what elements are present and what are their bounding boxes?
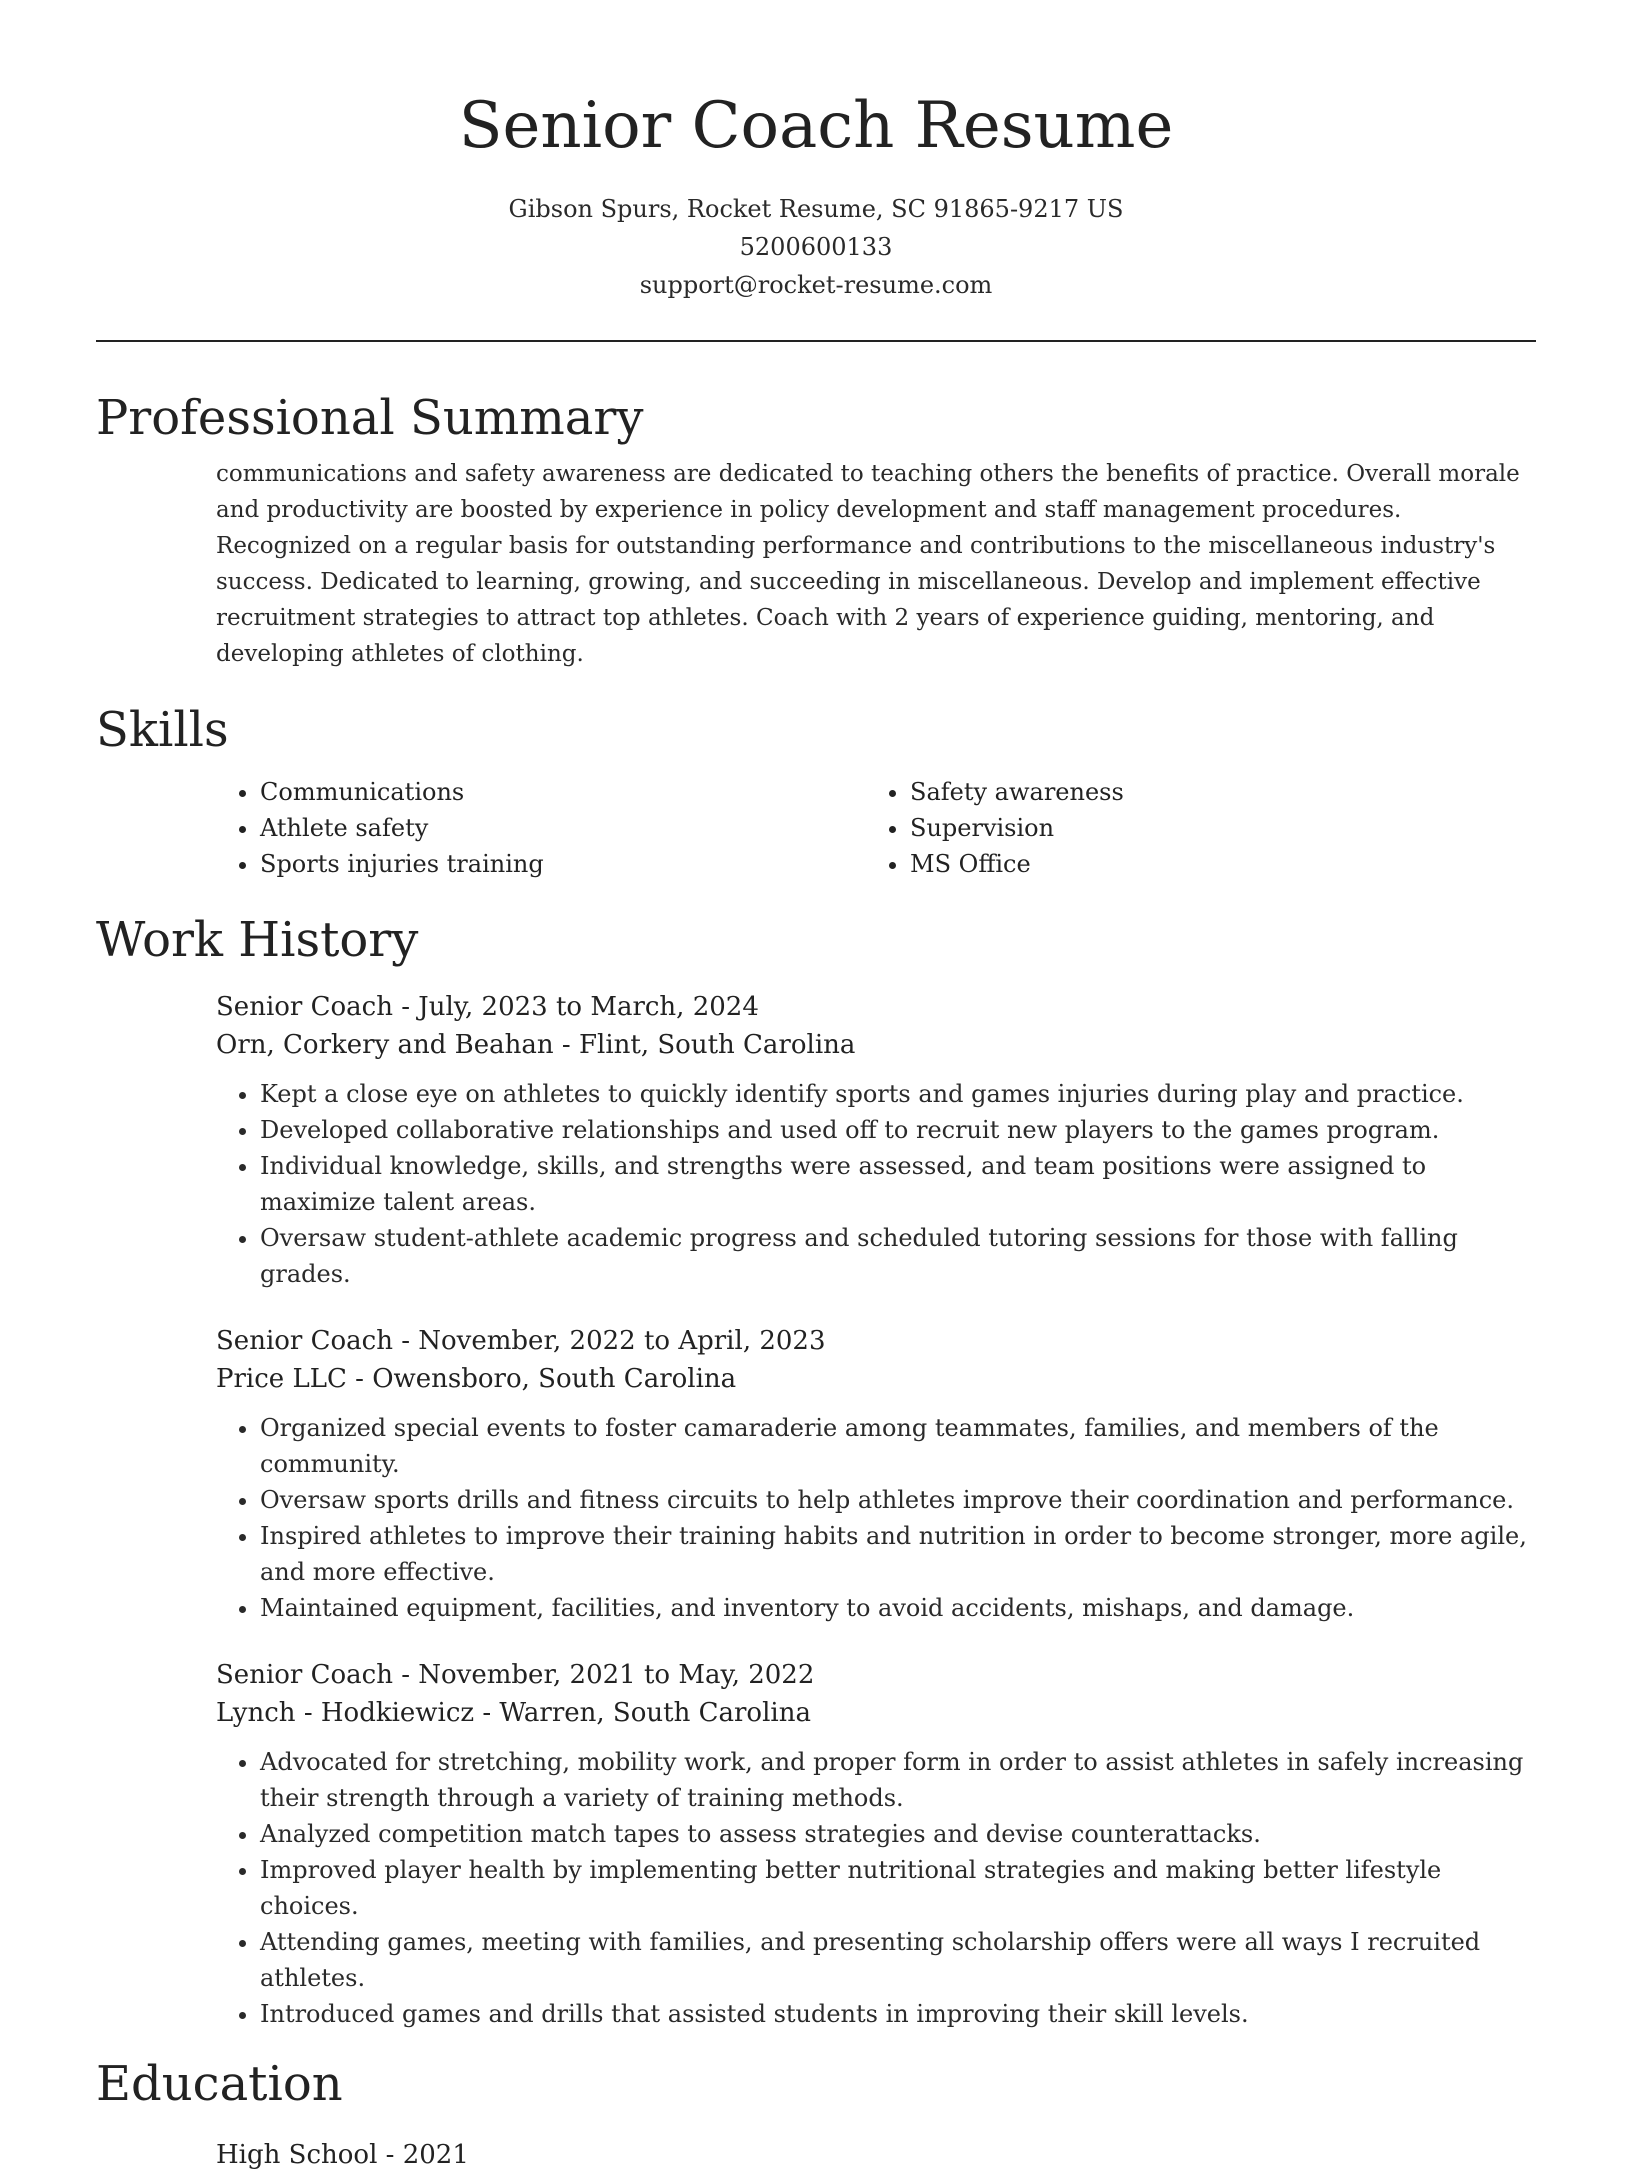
work-history-heading: Work History bbox=[96, 912, 419, 968]
education-entry: High School - 2021 bbox=[216, 2140, 469, 2170]
job-duty: • Improved player health by implementing better nutritional strategies and making better lifestyle choices. bbox=[260, 1852, 1536, 1924]
skills-column-left bbox=[216, 774, 866, 882]
skills-list bbox=[216, 774, 1536, 882]
resume-title: Senior Coach Resume bbox=[458, 89, 1174, 163]
job-duty: • Analyzed competition match tapes to assess strategies and devise counterattacks. bbox=[260, 1816, 1536, 1852]
skill-item: • Safety awareness bbox=[910, 774, 1536, 810]
skills-column-right bbox=[866, 774, 1536, 882]
contact-info bbox=[96, 190, 1536, 304]
resume-page bbox=[96, 0, 1536, 2170]
job-duty: • Oversaw student-athlete academic progress and scheduled tutoring sessions for those with falling grades. bbox=[260, 1220, 1536, 1292]
job-duty: • Organized special events to foster camaraderie among teammates, families, and members of the community. bbox=[260, 1410, 1536, 1482]
skill-item: • Athlete safety bbox=[260, 810, 866, 846]
job-duty: • Maintained equipment, facilities, and inventory to avoid accidents, mishaps, and damage. bbox=[260, 1590, 1536, 1626]
job-company-location: Orn, Corkery and Beahan - Flint, South Carolina bbox=[216, 1030, 856, 1060]
skill-item: • MS Office bbox=[910, 846, 1536, 882]
summary-heading: Professional Summary bbox=[96, 390, 644, 446]
job-entry bbox=[216, 988, 1536, 1292]
job-duty: • Attending games, meeting with families, and presenting scholarship offers were all ways I recruited athletes. bbox=[260, 1924, 1536, 1996]
skill-item: • Supervision bbox=[910, 810, 1536, 846]
job-duties bbox=[216, 1410, 1536, 1626]
job-duty: • Kept a close eye on athletes to quickly identify sports and games injuries during play and practice. bbox=[260, 1076, 1536, 1112]
job-duty: • Advocated for stretching, mobility work, and proper form in order to assist athletes in safely increasing their strength through a variety of training methods. bbox=[260, 1744, 1536, 1816]
contact-address: Gibson Spurs, Rocket Resume, SC 91865-9217 US bbox=[508, 195, 1124, 223]
resume-header bbox=[96, 0, 1536, 304]
job-duty: • Individual knowledge, skills, and strengths were assessed, and team positions were assigned to maximize talent areas. bbox=[260, 1148, 1536, 1220]
summary-text: communications and safety awareness are dedicated to teaching others the benefits of practice. Overall morale and productivity are boosted by experience in policy development and staff management procedures. Recognized on a regular basis for outstanding performance and contributions to the miscellaneous industry's success. Dedicated to learning, growing, and succeeding in miscellaneous. Develop and implement effective recruitment strategies to attract top athletes. Coach with 2 years of experience guiding, mentoring, and developing athletes of clothing. bbox=[216, 461, 1520, 667]
job-title-dates: Senior Coach - November, 2021 to May, 2022 bbox=[216, 1660, 815, 1690]
job-company-location: Lynch - Hodkiewicz - Warren, South Carolina bbox=[216, 1698, 811, 1728]
skill-item: • Sports injuries training bbox=[260, 846, 866, 882]
job-entry bbox=[216, 1656, 1536, 2032]
job-duty: • Introduced games and drills that assisted students in improving their skill levels. bbox=[260, 1996, 1536, 2032]
job-company-location: Price LLC - Owensboro, South Carolina bbox=[216, 1364, 737, 1394]
skills-heading: Skills bbox=[96, 702, 229, 758]
header-divider bbox=[96, 340, 1536, 342]
skill-item: • Communications bbox=[260, 774, 866, 810]
job-duties bbox=[216, 1076, 1536, 1292]
job-duties bbox=[216, 1744, 1536, 2032]
contact-email: support@rocket-resume.com bbox=[639, 271, 993, 299]
education-heading: Education bbox=[96, 2056, 343, 2112]
job-entry bbox=[216, 1322, 1536, 1626]
contact-phone: 5200600133 bbox=[739, 233, 893, 261]
job-duty: • Developed collaborative relationships and used off to recruit new players to the games program. bbox=[260, 1112, 1536, 1148]
job-duty: • Oversaw sports drills and fitness circuits to help athletes improve their coordination and performance. bbox=[260, 1482, 1536, 1518]
job-duty: • Inspired athletes to improve their training habits and nutrition in order to become stronger, more agile, and more effective. bbox=[260, 1518, 1536, 1590]
job-title-dates: Senior Coach - November, 2022 to April, 2023 bbox=[216, 1326, 826, 1356]
job-title-dates: Senior Coach - July, 2023 to March, 2024 bbox=[216, 992, 759, 1022]
